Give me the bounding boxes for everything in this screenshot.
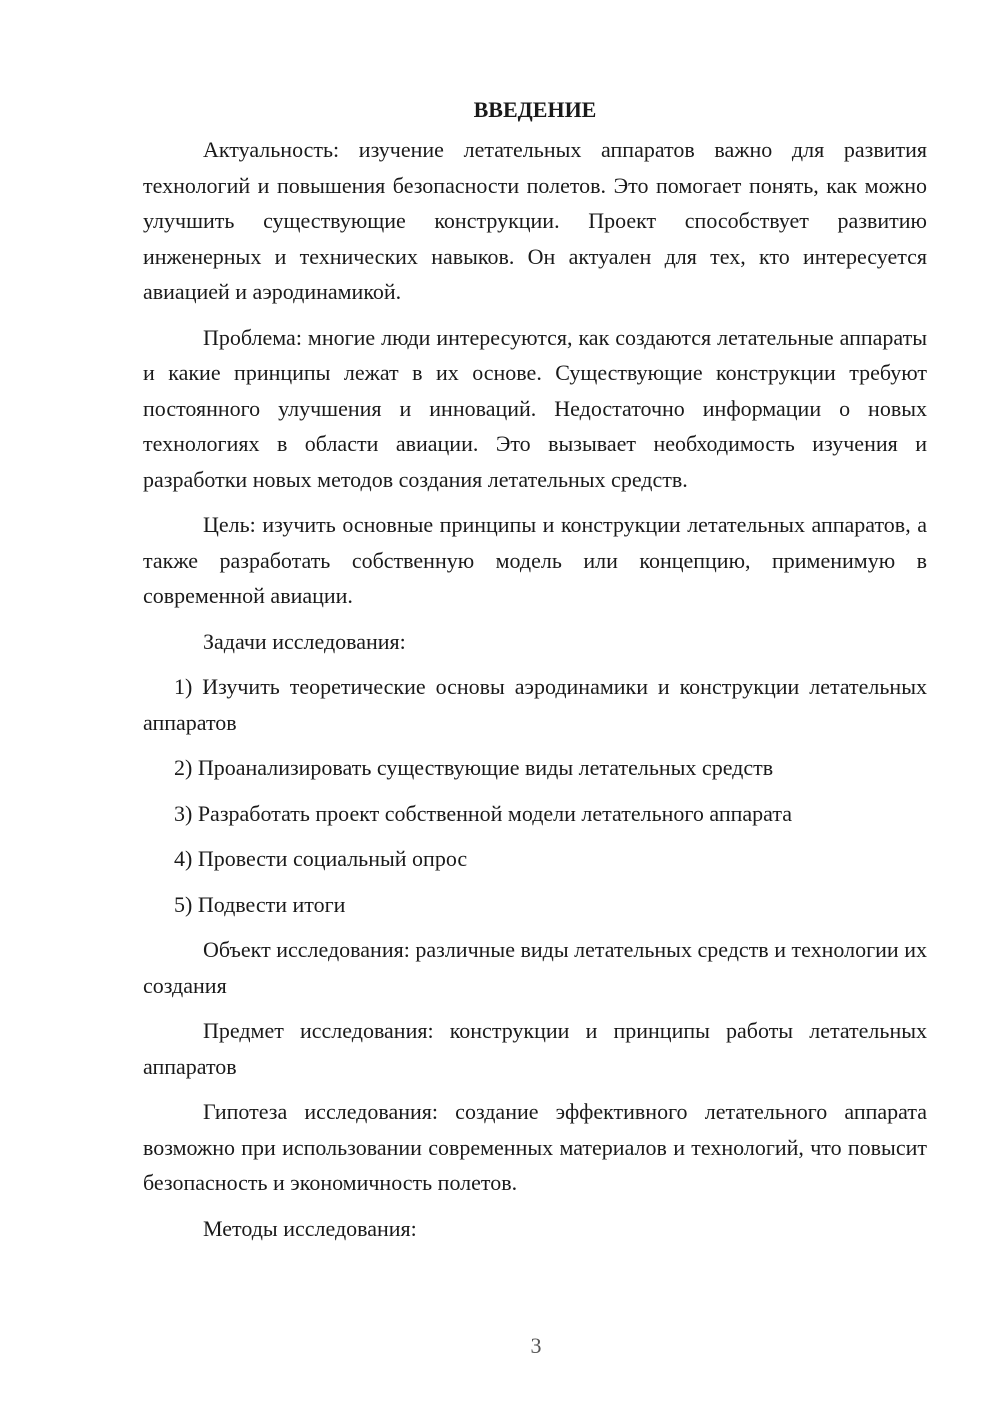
task-item-5: 5) Подвести итоги [174, 891, 346, 917]
page-title: ВВЕДЕНИЕ [473, 97, 597, 122]
task-item-2: 2) Проанализировать существующие виды летательных средств [174, 755, 774, 780]
paragraph-tasks-heading: Задачи исследования: [203, 628, 406, 654]
paragraph-methods-heading: Методы исследования: [203, 1215, 417, 1241]
paragraph-goal: Цель: изучить основные принципы и конструкции летательных аппаратов, а также разработать собственную модель или концепцию, применимую в современной авиации. [143, 512, 927, 608]
paragraph-hypothesis: Гипотеза исследования: создание эффективного летательного аппарата возможно при использовании современных материалов и технологий, что повысит безопасность и экономичность полетов. [143, 1099, 927, 1195]
task-item-4: 4) Провести социальный опрос [174, 846, 468, 871]
task-item-3: 3) Разработать проект собственной модели летательного аппарата [174, 800, 792, 826]
paragraph-relevance: Актуальность: изучение летательных аппаратов важно для развития технологий и повышения безопасности полетов. Это помогает понять, как можно улучшить существующие конструкции. Проект способствует развитию инженерных и технических навыков. Он актуален для тех, кто интересуется авиацией и аэродинамикой. [143, 137, 927, 304]
task-item-1: 1) Изучить теоретические основы аэродинамики и конструкции летательных аппаратов [143, 674, 927, 735]
page-number: 3 [530, 1333, 542, 1358]
paragraph-object: Объект исследования: различные виды летательных средств и технологии их создания [143, 937, 927, 998]
paragraph-subject: Предмет исследования: конструкции и принципы работы летательных аппаратов [143, 1018, 927, 1079]
paragraph-problem: Проблема: многие люди интересуются, как создаются летательные аппараты и какие принципы лежат в их основе. Существующие конструкции требуют постоянного улучшения и инноваций. Недостаточно информации о новых технологиях в области авиации. Это вызывает необходимость изучения и разработки новых методов создания летательных средств. [143, 324, 927, 492]
document-page [143, 92, 927, 1256]
